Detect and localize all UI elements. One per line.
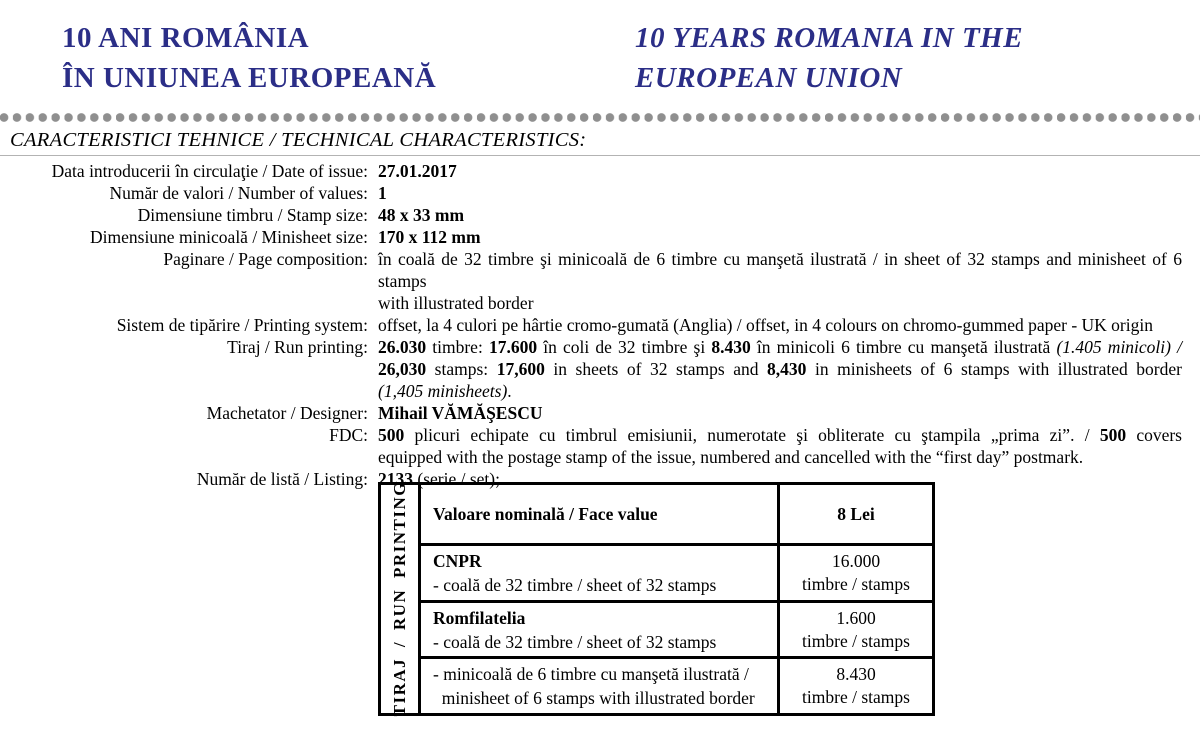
table-value-line: timbre / stamps [802, 687, 910, 708]
table-desc-line: minisheet of 6 stamps with illustrated border [433, 688, 755, 709]
spec-value-line: 1 [378, 183, 387, 203]
table-value-cell [777, 659, 932, 713]
table-row-face-value [421, 485, 932, 546]
spec-value [378, 314, 1182, 336]
spec-row-stamp-size [0, 204, 1182, 226]
spec-value-line: 27.01.2017 [378, 161, 457, 181]
spec-label: FDC: [329, 425, 368, 445]
table-value-cell [777, 485, 932, 543]
spec-value [378, 160, 1182, 182]
spec-value [378, 182, 1182, 204]
spec-value-line: în coală de 32 timbre şi minicoală de 6 timbre cu manşetă ilustrată / in sheet of 32 stamps and minisheet of 6 stamps [378, 249, 1182, 291]
table-side-label-cell [381, 481, 421, 717]
page-title-ro-line2: ÎN UNIUNEA EUROPEANĂ [62, 62, 437, 94]
dotted-separator [0, 113, 1200, 123]
spec-value-line: 500 plicuri echipate cu timbrul emisiunii, numerotate şi obliterate cu ştampila „prima zi”. / 500 covers [378, 425, 1182, 445]
table-row-minisheet [421, 659, 932, 713]
spec-value [378, 336, 1182, 402]
page-title-en [635, 18, 1023, 98]
spec-label: Paginare / Page composition: [163, 249, 368, 269]
table-desc-line: - coală de 32 timbre / sheet of 32 stamps [433, 631, 717, 652]
spec-value-line: 170 x 112 mm [378, 227, 481, 247]
table-desc-line: Romfilatelia [433, 607, 526, 628]
table-desc-line: - coală de 32 timbre / sheet of 32 stamps [433, 574, 717, 595]
spec-value-line: 26,030 stamps: 17,600 in sheets of 32 stamps and 8,430 in minisheets of 6 stamps with illustrated border [378, 359, 1182, 379]
table-value-line: 8.430 [836, 664, 876, 685]
specs-list [0, 160, 1182, 490]
table-desc-cell [421, 546, 777, 600]
spec-value [378, 248, 1182, 314]
table-value-cell [777, 546, 932, 600]
spec-value-line: equipped with the postage stamp of the issue, numbered and cancelled with the “first day” postmark. [378, 447, 1084, 467]
section-rule [0, 155, 1200, 156]
spec-value [378, 402, 1182, 424]
table-row-cnpr [421, 546, 932, 603]
spec-row-printing-system [0, 314, 1182, 336]
spec-value [378, 226, 1182, 248]
table-value-line: 8 Lei [837, 503, 875, 524]
page-title-ro [62, 18, 436, 98]
spec-row-date-of-issue [0, 160, 1182, 182]
spec-row-number-of-values [0, 182, 1182, 204]
spec-row-minisheet-size [0, 226, 1182, 248]
table-desc-cell [421, 485, 777, 543]
spec-value-line: 2133 (serie / set); [378, 469, 500, 489]
spec-label: Data introducerii în circulaţie / Date of issue: [51, 161, 368, 181]
spec-value-line: 26.030 timbre: 17.600 în coli de 32 timbre şi 8.430 în minicoli 6 timbre cu manşetă ilustrată (1.405 minicoli) / [378, 337, 1182, 357]
section-heading: CARACTERISTICI TEHNICE / TECHNICAL CHARACTERISTICS: [10, 129, 587, 151]
spec-value-line: 48 x 33 mm [378, 205, 465, 225]
spec-row-run-printing [0, 336, 1182, 402]
page-title-en-line2: EUROPEAN UNION [635, 62, 903, 94]
table-desc-cell [421, 603, 777, 657]
spec-row-page-composition [0, 248, 1182, 314]
table-value-cell [777, 603, 932, 657]
page-title-ro-line1: 10 ANI ROMÂNIA [62, 22, 310, 54]
spec-label: Dimensiune minicoală / Minisheet size: [90, 227, 368, 247]
table-desc-line: - minicoală de 6 timbre cu manşetă ilustrată / [433, 664, 749, 685]
table-body [421, 485, 932, 713]
spec-label: Număr de valori / Number of values: [109, 183, 368, 203]
spec-row-fdc [0, 424, 1182, 468]
table-desc-line: CNPR [433, 550, 482, 571]
table-side-label: TIRAJ / RUN PRINTING [389, 481, 409, 717]
spec-value-line: (1,405 minisheets). [378, 381, 512, 401]
table-value-line: timbre / stamps [802, 630, 910, 651]
table-desc-line: Valoare nominală / Face value [433, 504, 658, 524]
spec-value-line: with illustrated border [378, 293, 534, 313]
spec-label: Tiraj / Run printing: [227, 337, 368, 357]
table-desc-cell [421, 659, 777, 713]
table-row-romfilatelia [421, 603, 932, 660]
spec-value [378, 424, 1182, 468]
table-value-line: 1.600 [836, 607, 876, 628]
spec-label: Dimensiune timbru / Stamp size: [137, 205, 368, 225]
spec-row-designer [0, 402, 1182, 424]
spec-label: Sistem de tipărire / Printing system: [116, 315, 368, 335]
spec-label: Număr de listă / Listing: [196, 469, 368, 489]
table-value-line: timbre / stamps [802, 573, 910, 594]
spec-value-line: Mihail VĂMĂŞESCU [378, 403, 543, 423]
table-value-line: 16.000 [831, 550, 881, 571]
print-run-table [378, 482, 935, 716]
spec-label: Machetator / Designer: [206, 403, 368, 423]
spec-value [378, 204, 1182, 226]
page-title-en-line1: 10 YEARS ROMANIA IN THE [635, 22, 1024, 54]
spec-value-line: offset, la 4 culori pe hârtie cromo-gumată (Anglia) / offset, in 4 colours on chromo-gummed paper - UK origin [378, 315, 1153, 335]
